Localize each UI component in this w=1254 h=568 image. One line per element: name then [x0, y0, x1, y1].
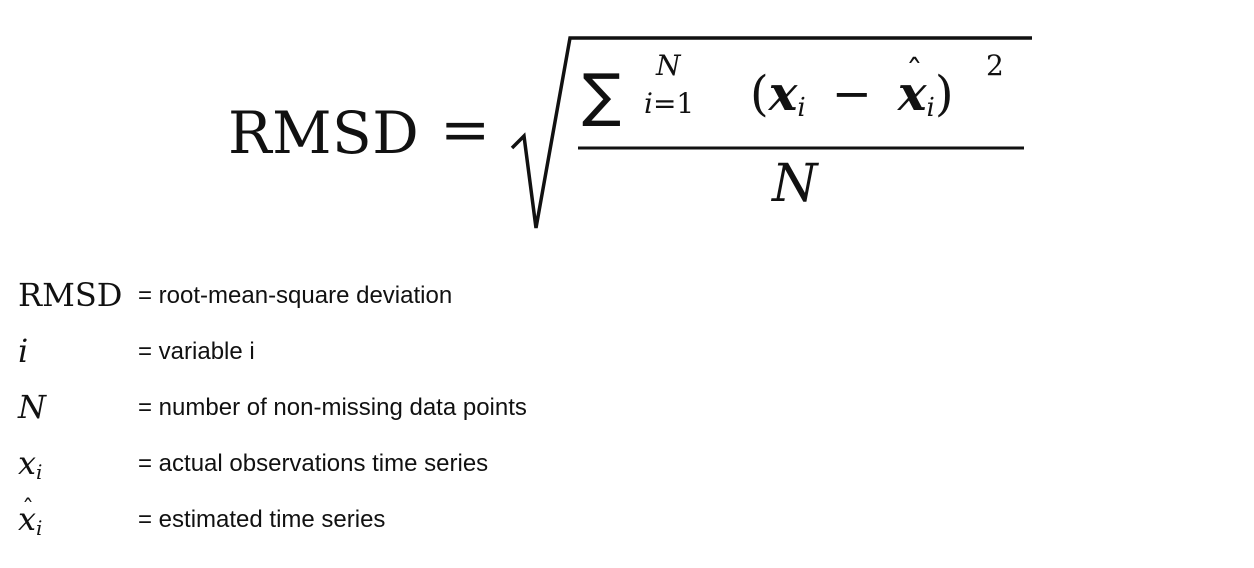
legend-symbol-base: ˆ x [18, 498, 36, 540]
square-root-sign [0, 0, 1254, 240]
legend-row-rmsd [18, 274, 718, 330]
formula-lhs: RMSD [228, 99, 420, 167]
legend-symbol-base: x [18, 444, 37, 482]
legend-row-x [18, 442, 718, 498]
minus-sign: − [831, 66, 872, 122]
summation-index: i [644, 87, 653, 120]
squared-difference [750, 66, 954, 123]
legend-description: = variable i [138, 338, 255, 365]
legend-description: = number of non-missing data points [138, 394, 527, 421]
legend-symbol: RMSD [18, 276, 123, 314]
rmsd-formula [0, 0, 1254, 240]
close-paren: ) [934, 66, 954, 122]
legend-row-i [18, 330, 718, 386]
open-paren: ( [750, 66, 769, 122]
legend-row-x-hat [18, 498, 718, 554]
summation-lower-limit [644, 87, 695, 120]
symbol-legend [18, 274, 718, 554]
formula-equals: = [440, 95, 491, 165]
legend-symbol-subscript: i [36, 516, 43, 540]
legend-symbol [18, 498, 42, 549]
exponent: 2 [986, 49, 1004, 82]
summation-start: =1 [652, 87, 695, 120]
x-variable: x [768, 66, 798, 122]
x-hat-variable: ˆ x [898, 70, 927, 118]
legend-symbol: i [18, 332, 29, 370]
legend-description: = root-mean-square deviation [138, 282, 453, 309]
summation-upper-limit: N [656, 49, 681, 82]
legend-description: = actual observations time series [138, 450, 489, 477]
legend-row-n [18, 386, 718, 442]
x-hat-subscript: i [926, 93, 935, 123]
legend-symbol: N [18, 388, 46, 426]
legend-symbol [18, 442, 42, 493]
legend-symbol-subscript: i [36, 460, 43, 484]
summation-sign: ∑ [582, 61, 622, 129]
legend-description: = estimated time series [138, 506, 386, 533]
x-subscript: i [797, 93, 806, 123]
formula-denominator: N [772, 154, 818, 214]
